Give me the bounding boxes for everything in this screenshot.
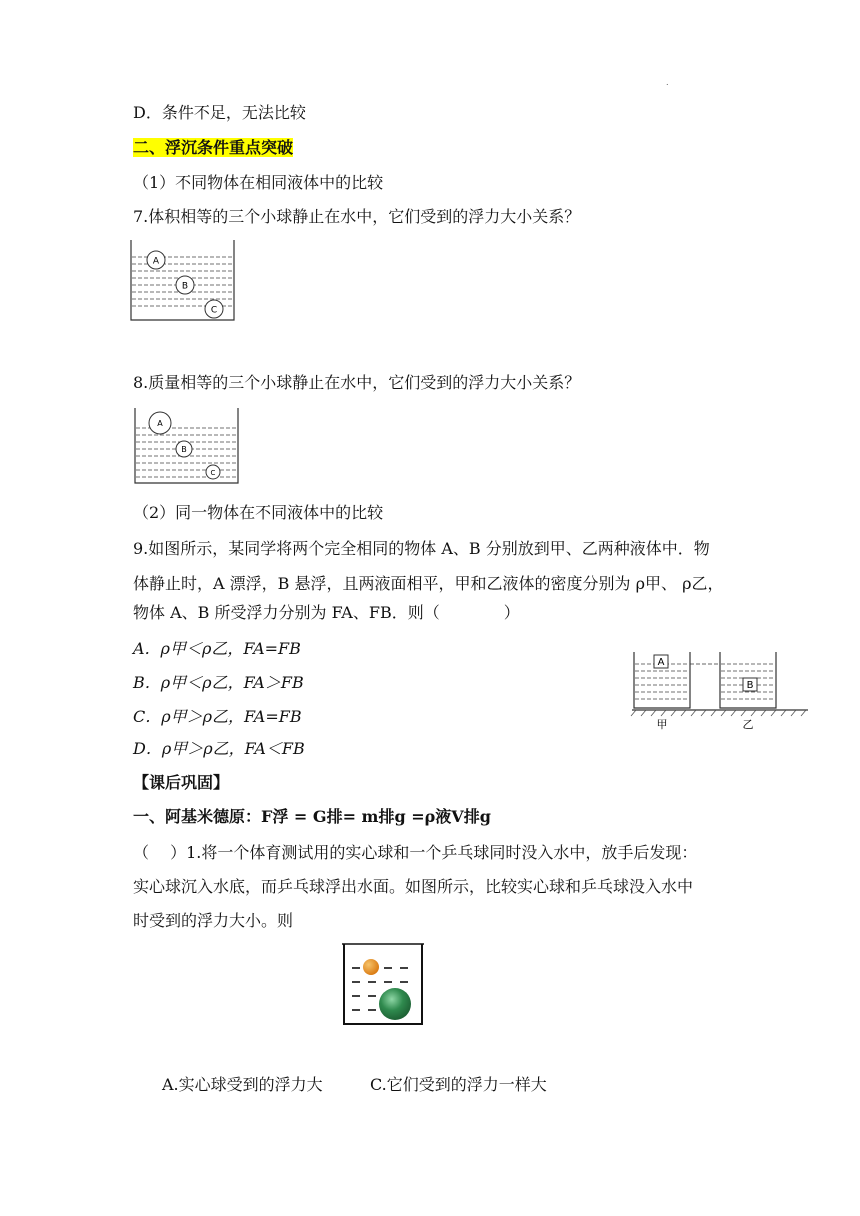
q1-option-a: A.实心球受到的浮力大: [162, 1075, 323, 1094]
svg-text:B: B: [181, 281, 189, 292]
q6-option-d: D．条件不足，无法比较: [133, 103, 306, 122]
sub1-title: （1）不同物体在相同液体中的比较: [133, 173, 384, 192]
label-jia: 甲: [656, 718, 668, 731]
svg-text:C: C: [210, 305, 218, 316]
archimedes-title: 一、阿基米德原：F浮 = G排= m排g =ρ液V排g: [133, 807, 491, 826]
sub2-title: （2）同一物体在不同液体中的比较: [133, 503, 384, 522]
q9-line-1: 9.如图所示，某同学将两个完全相同的物体 A、B 分别放到甲、乙两种液体中．物: [133, 539, 710, 558]
ball-a: [147, 251, 165, 269]
q9-figure: [618, 648, 810, 732]
ball-b: [176, 276, 194, 294]
q9-line-3: 物体 A、B 所受浮力分别为 FA、FB．则（ ）: [133, 603, 520, 622]
ball-b: [176, 441, 192, 457]
q8-figure: [134, 406, 242, 486]
q9-option-c: C．ρ甲＞ρ乙，FA=FB: [133, 707, 302, 726]
solid-ball: [379, 988, 411, 1020]
q7-figure: [130, 238, 238, 322]
q1-line-3: 时受到的浮力大小。则: [133, 911, 294, 930]
q9-option-d: D．ρ甲＞ρ乙，FA＜FB: [133, 739, 305, 758]
q1-line-1: （ ）1.将一个体育测试用的实心球和一个乒乓球同时没入水中，放手后发现：: [133, 843, 698, 862]
svg-text:C: C: [210, 469, 216, 477]
svg-text:A: A: [157, 419, 163, 428]
ball-a: [149, 412, 171, 434]
svg-text:A: A: [657, 657, 665, 668]
q1-option-c: C.它们受到的浮力一样大: [370, 1075, 547, 1094]
q9-option-b: B．ρ甲＜ρ乙，FA＞FB: [133, 673, 304, 692]
question-7: 7.体积相等的三个小球静止在水中，它们受到的浮力大小关系？: [133, 207, 581, 226]
question-8: 8.质量相等的三个小球静止在水中，它们受到的浮力大小关系？: [133, 373, 581, 392]
svg-text:B: B: [181, 445, 187, 454]
block-b: [743, 678, 757, 691]
svg-text:A: A: [152, 256, 160, 267]
section2-title: 二、浮沉条件重点突破: [133, 138, 294, 157]
block-a: [654, 655, 668, 668]
after-class-title: 【课后巩固】: [133, 773, 230, 792]
label-yi: 乙: [742, 718, 754, 731]
beaker-figure: [338, 940, 430, 1028]
q9-line-2: 体静止时，A 漂浮，B 悬浮，且两液面相平，甲和乙液体的密度分别为 ρ甲、 ρ乙，: [133, 574, 724, 593]
ball-c: [206, 465, 220, 479]
svg-text:B: B: [746, 680, 754, 691]
q1-line-2: 实心球沉入水底，而乒乓球浮出水面。如图所示，比较实心球和乒乓球没入水中: [133, 877, 694, 896]
q9-option-a: A．ρ甲＜ρ乙，FA=FB: [133, 639, 301, 658]
ball-c: [205, 300, 223, 318]
ping-pong-ball: [363, 959, 379, 975]
header-dot: .: [666, 78, 669, 87]
